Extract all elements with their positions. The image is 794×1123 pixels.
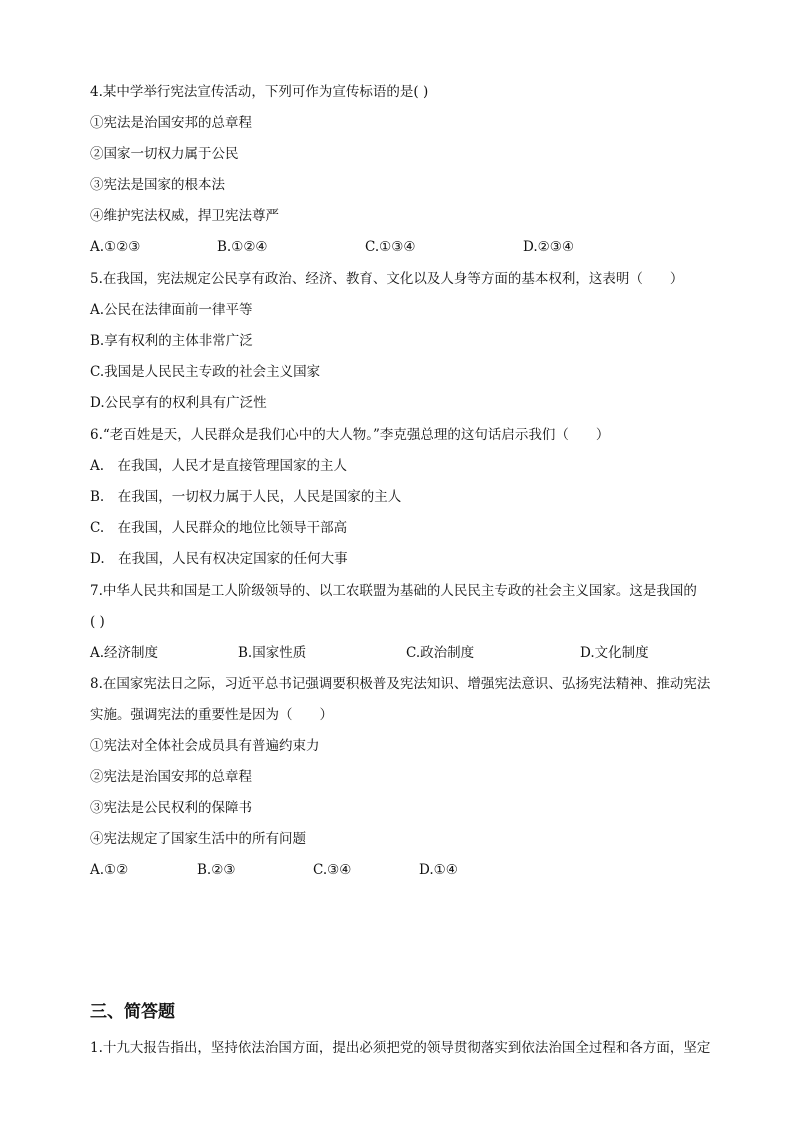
- q8-item-3: ③宪法是公民权利的保障书: [90, 800, 252, 816]
- q6-option-b: B. 在我国，一切权力属于人民，人民是国家的主人: [90, 489, 402, 505]
- q4-option-b: B.①②④: [217, 239, 268, 255]
- q5-option-d: D.公民享有的权利具有广泛性: [90, 395, 267, 411]
- q8-item-4: ④宪法规定了国家生活中的所有问题: [90, 831, 306, 847]
- q7-option-a: A.经济制度: [90, 645, 159, 661]
- q8-option-d: D.①④: [419, 862, 458, 878]
- q4-item-3: ③宪法是国家的根本法: [90, 177, 225, 193]
- q4-item-1: ①宪法是治国安邦的总章程: [90, 115, 252, 131]
- q4-option-d: D.②③④: [523, 239, 574, 255]
- q8-item-1: ①宪法对全体社会成员具有普遍约束力: [90, 738, 320, 754]
- q5-option-c: C.我国是人民民主专政的社会主义国家: [90, 364, 321, 380]
- q8-stem-line2: 实施。强调宪法的重要性是因为（ ）: [90, 707, 333, 723]
- q6-option-c: C. 在我国，人民群众的地位比领导干部高: [90, 520, 348, 536]
- q8-option-a: A.①②: [90, 862, 129, 878]
- q6-option-a: A. 在我国，人民才是直接管理国家的主人: [90, 458, 348, 474]
- q8-item-2: ②宪法是治国安邦的总章程: [90, 769, 252, 785]
- q6-option-d: D. 在我国，人民有权决定国家的任何大事: [90, 551, 348, 567]
- q7-stem-line1: 7.中华人民共和国是工人阶级领导的、以工农联盟为基础的人民民主专政的社会主义国家。这是我国的: [90, 583, 697, 599]
- q7-option-c: C.政治制度: [406, 645, 475, 661]
- q8-option-b: B.②③: [197, 862, 236, 878]
- q4-item-4: ④维护宪法权威，捍卫宪法尊严: [90, 208, 279, 224]
- q5-option-a: A.公民在法律面前一律平等: [90, 302, 253, 318]
- q7-stem-line2: ( ): [90, 614, 105, 630]
- q7-option-d: D.文化制度: [580, 645, 649, 661]
- q4-option-a: A.①②③: [90, 239, 141, 255]
- q5-stem: 5.在我国，宪法规定公民享有政治、经济、教育、文化以及人身等方面的基本权利，这表明（ ）: [90, 271, 684, 287]
- q6-stem: 6.“老百姓是天，人民群众是我们心中的大人物。”李克强总理的这句话启示我们（ ）: [90, 427, 610, 443]
- q4-stem: 4.某中学举行宪法宣传活动，下列可作为宣传标语的是( ): [90, 84, 429, 100]
- q4-option-c: C.①③④: [365, 239, 416, 255]
- q5-option-b: B.享有权利的主体非常广泛: [90, 333, 253, 349]
- q8-stem-line1: 8.在国家宪法日之际，习近平总书记强调要积极普及宪法知识、增强宪法意识、弘扬宪法精神、推动宪法: [90, 676, 711, 692]
- q7-option-b: B.国家性质: [238, 645, 307, 661]
- q8-option-c: C.③④: [313, 862, 352, 878]
- section-heading: 三、简答题: [90, 1002, 175, 1022]
- section3-q1-line1: 1.十九大报告指出，坚持依法治国方面，提出必须把党的领导贯彻落实到依法治国全过程和各方面，坚定: [90, 1040, 711, 1056]
- q4-item-2: ②国家一切权力属于公民: [90, 146, 239, 162]
